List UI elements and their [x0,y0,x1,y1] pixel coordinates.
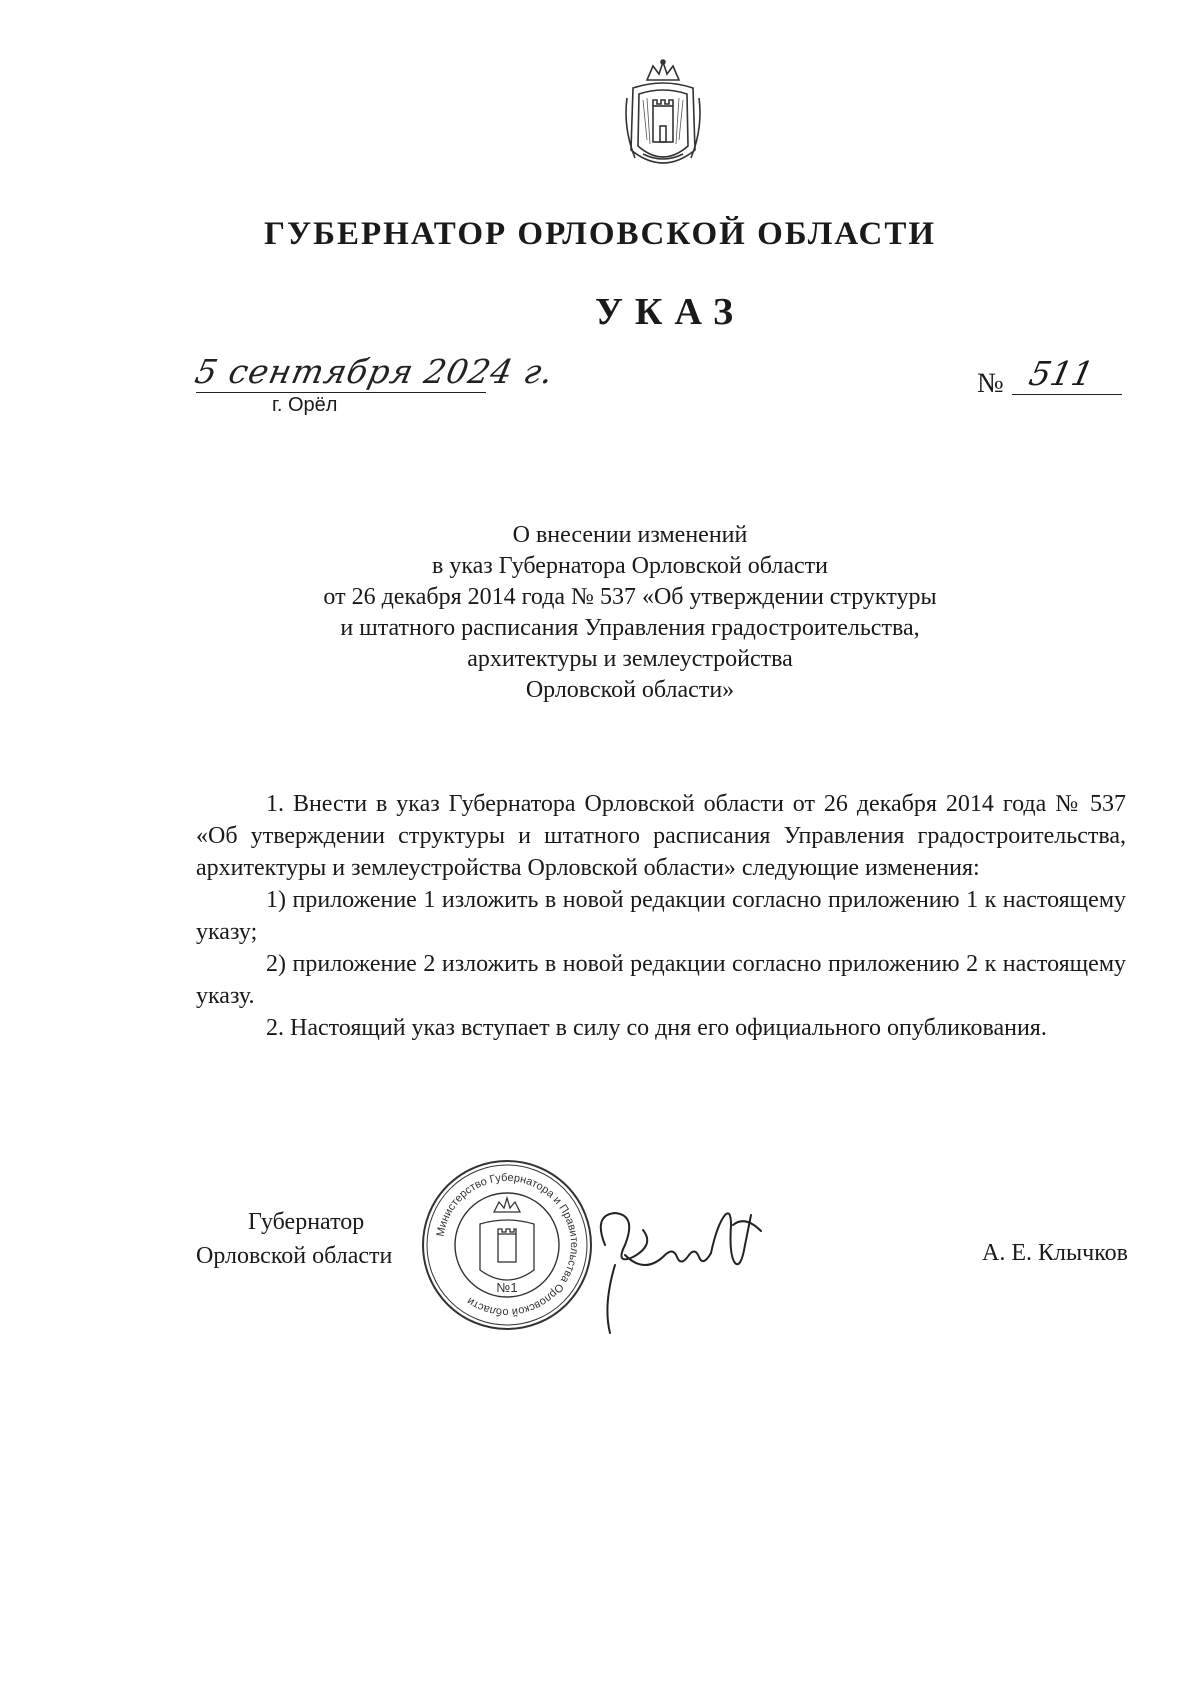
handwritten-signature [585,1185,770,1335]
subject-line: Орловской области» [525,677,735,703]
body-paragraph: 2) приложение 2 изложить в новой редакции согласно приложению 2 к настоящему указу. [196,951,1126,1009]
seal-number: №1 [496,1280,518,1295]
seal-ring-text: Министерство Губернатора и Правительства Орловской области [434,1171,581,1319]
body-paragraph: 1) приложение 1 изложить в новой редакции согласно приложению 1 к настоящему указу; [196,887,1126,945]
document-type-heading: УКАЗ [595,291,745,333]
body-paragraph: 2. Настоящий указ вступает в силу со дня его официального опубликования. [266,1015,1047,1041]
number-sign: № [977,368,1004,399]
body-paragraph: 1. Внести в указ Губернатора Орловской области от 26 декабря 2014 года № 537 «Об утверждении структуры и штатного расписания Управления градостроительства, архитектуры и землеустройства Орловской области» следующие изменения: [196,791,1126,881]
signatory-title-line: Губернатор [248,1209,365,1235]
subject-line: и штатного расписания Управления градостроительства, [340,615,920,641]
signatory-name: А. Е. Клычков [982,1240,1128,1266]
official-seal [420,1158,594,1332]
coat-of-arms-emblem [617,58,709,180]
subject-line: от 26 декабря 2014 года № 537 «Об утверждении структуры [323,584,937,610]
signatory-title [196,1205,392,1273]
handwritten-date: 5 сентября 2024 г. [191,352,558,391]
issuer-heading: ГУБЕРНАТОР ОРЛОВСКОЙ ОБЛАСТИ [263,216,937,252]
subject-line: архитектуры и землеустройства [467,646,793,672]
document-subject [250,520,1010,706]
signatory-title-line: Орловской области [196,1243,393,1269]
handwritten-number: 511 [1025,354,1098,393]
city-label: г. Орёл [272,394,338,416]
subject-line: в указ Губернатора Орловской области [432,553,828,579]
subject-line: О внесении изменений [512,522,748,548]
document-body [196,788,1126,1044]
